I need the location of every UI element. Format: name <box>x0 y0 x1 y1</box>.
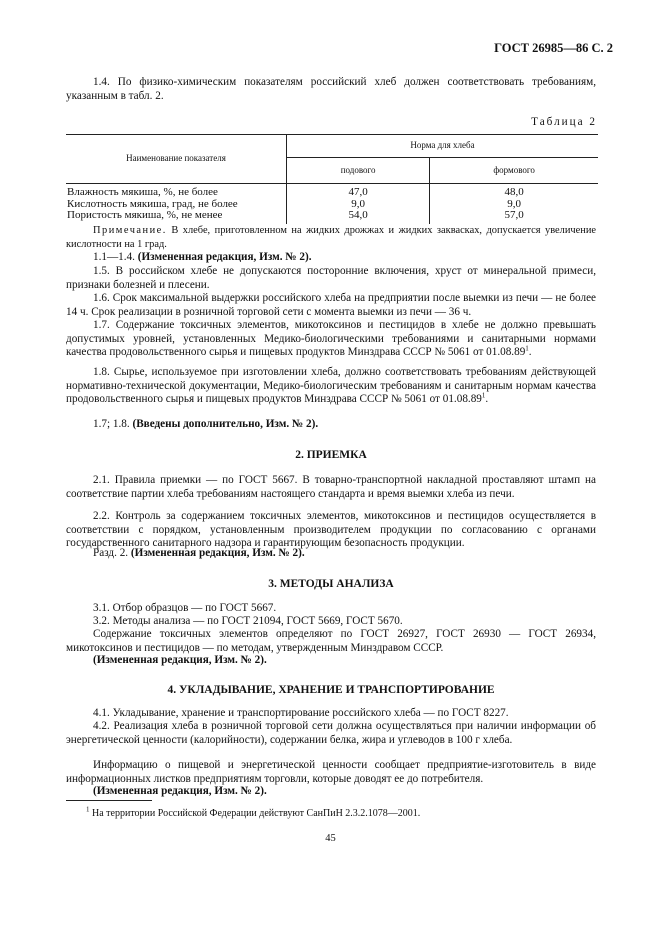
amendment-prefix: Разд. 2. <box>93 547 131 559</box>
paragraph-4-2: 4.2. Реализация хлеба в розничной торговой сети должна осуществляться при наличии информации об энергетической ценности (калорийности), содержании белка, жира и углеводов в 100 г хлеба. <box>66 720 596 746</box>
table-row <box>66 210 598 224</box>
paragraph-toxic-content: Содержание токсичных элементов определяют по ГОСТ 26927, ГОСТ 26930 — ГОСТ 26934, микотоксинов и пестицидов — по методам, утвержденным Минздравом СССР. <box>66 628 596 654</box>
amendment-1-7-1-8 <box>66 418 596 432</box>
amendment-note: (Введены дополнительно, Изм. № 2). <box>132 418 319 430</box>
row-value-pan: 57,0 <box>430 210 598 224</box>
row-name: Кислотность мякиша, град, не более <box>67 197 238 210</box>
paragraph-1-7 <box>66 319 596 360</box>
punctuation: . <box>528 346 532 359</box>
paragraph-text: 1.7. Содержание токсичных элементов, микотоксинов и пестицидов в хлебе не должно превышать допустимых уровней, установленных Медико-биологическими требованиями и санитарными нормами качества продовольственного сырья и пищевых продуктов Минздрава СССР № 5061 от 01.08.89 <box>66 319 596 359</box>
paragraph-2-2: 2.2. Контроль за содержанием токсичных элементов, микотоксинов и пестицидов осуществляется в соответствии с порядком, установленным производителем продукции по согласованию с органами государственного санитарного надзора и гарантирующим безопасность продукции. <box>66 510 596 550</box>
footnote-ref: 1 <box>525 344 529 353</box>
footnote <box>86 807 420 821</box>
note-text: В хлебе, приготовленном на жидких дрожжах и жидких заквасках, допускается увеличение кислотности на 1 град. <box>66 225 596 250</box>
document-header: ГОСТ 26985—86 С. 2 <box>494 41 613 55</box>
amendment-section-2 <box>66 547 596 561</box>
row-value-pan: 9,0 <box>430 199 598 211</box>
paragraph-3-1: 3.1. Отбор образцов — по ГОСТ 5667. <box>93 602 277 614</box>
amendment-section-4: (Измененная редакция, Изм. № 2). <box>93 785 267 797</box>
paragraph-1-6: 1.6. Срок максимальной выдержки российского хлеба на предприятии после выемки из печи — не более 14 ч. Срок реализации в розничной торговой сети с момента выемки из печи — 36 ч. <box>66 292 596 318</box>
table-2 <box>66 134 598 224</box>
paragraph-1-8 <box>66 366 596 407</box>
table-note <box>66 224 596 251</box>
row-value-hearth: 9,0 <box>287 199 430 211</box>
row-value-pan: 48,0 <box>430 184 598 199</box>
footnote-ref: 1 <box>481 391 486 400</box>
section-title-storage: 4. УКЛАДЫВАНИЕ, ХРАНЕНИЕ И ТРАНСПОРТИРОВАНИЕ <box>167 684 495 696</box>
paragraph-1-4: 1.4. По физико-химическим показателям российский хлеб должен соответствовать требованиям, указанным в табл. 2. <box>66 76 596 102</box>
row-value-hearth: 54,0 <box>287 210 430 224</box>
col-header-pan: формового <box>430 158 598 184</box>
row-name: Влажность мякиша, %, не более <box>67 186 218 198</box>
paragraph-text: 1.8. Сырье, используемое при изготовлении хлеба, должно соответствовать требованиям действующей нормативно-технической документации, Медико-биологическим требованиям и санитарным нормам качества продовольственного сырья и пищевых продуктов Минздрава СССР № 5061 от 01.08.89 <box>66 366 596 406</box>
table-caption: Таблица 2 <box>531 116 597 128</box>
paragraph-nutrition-info: Информацию о пищевой и энергетической ценности сообщает предприятие-изготовитель в виде информационных листков предприятиям торговли, которые доводят ее до потребителя. <box>66 759 596 785</box>
note-label: Примечание. <box>93 225 167 236</box>
section-title-methods: 3. МЕТОДЫ АНАЛИЗА <box>268 578 394 590</box>
punctuation: . <box>485 393 489 406</box>
amendment-note: (Измененная редакция, Изм. № 2). <box>130 547 305 559</box>
col-header-hearth: подового <box>287 158 430 184</box>
amendment-note: (Измененная редакция, Изм. № 2). <box>137 251 312 263</box>
footnote-text: На территории Российской Федерации действуют СанПиН 2.3.2.1078—2001. <box>89 808 421 819</box>
amendment-prefix: 1.7; 1.8. <box>93 418 133 430</box>
row-value-hearth: 47,0 <box>287 184 430 199</box>
footnote-mark: 1 <box>86 805 90 814</box>
section-title-acceptance: 2. ПРИЕМКА <box>295 449 367 461</box>
footnote-divider <box>66 800 152 801</box>
row-name: Пористость мякиша, %, не менее <box>67 209 223 221</box>
paragraph-1-5: 1.5. В российском хлебе не допускаются посторонние включения, хруст от минеральной примеси, признаки болезней и плесени. <box>66 265 596 291</box>
table-row <box>66 184 598 199</box>
paragraph-3-2: 3.2. Методы анализа — по ГОСТ 21094, ГОСТ 5669, ГОСТ 5670. <box>93 615 403 627</box>
amendment-1-1-1-4 <box>66 251 596 265</box>
col-header-norm: Норма для хлеба <box>287 135 599 158</box>
amendment-prefix: 1.1—1.4. <box>93 251 138 263</box>
amendment-section-3: (Измененная редакция, Изм. № 2). <box>93 654 267 666</box>
paragraph-2-1: 2.1. Правила приемки — по ГОСТ 5667. В товарно-транспортной накладной проставляют штамп на соответствие партии хлеба требованиям настоящего стандарта и время выемки хлеба из печи. <box>66 474 596 500</box>
page-number: 45 <box>325 833 336 844</box>
col-header-name: Наименование показателя <box>66 135 287 184</box>
paragraph-4-1: 4.1. Укладывание, хранение и транспортирование российского хлеба — по ГОСТ 8227. <box>93 707 509 719</box>
